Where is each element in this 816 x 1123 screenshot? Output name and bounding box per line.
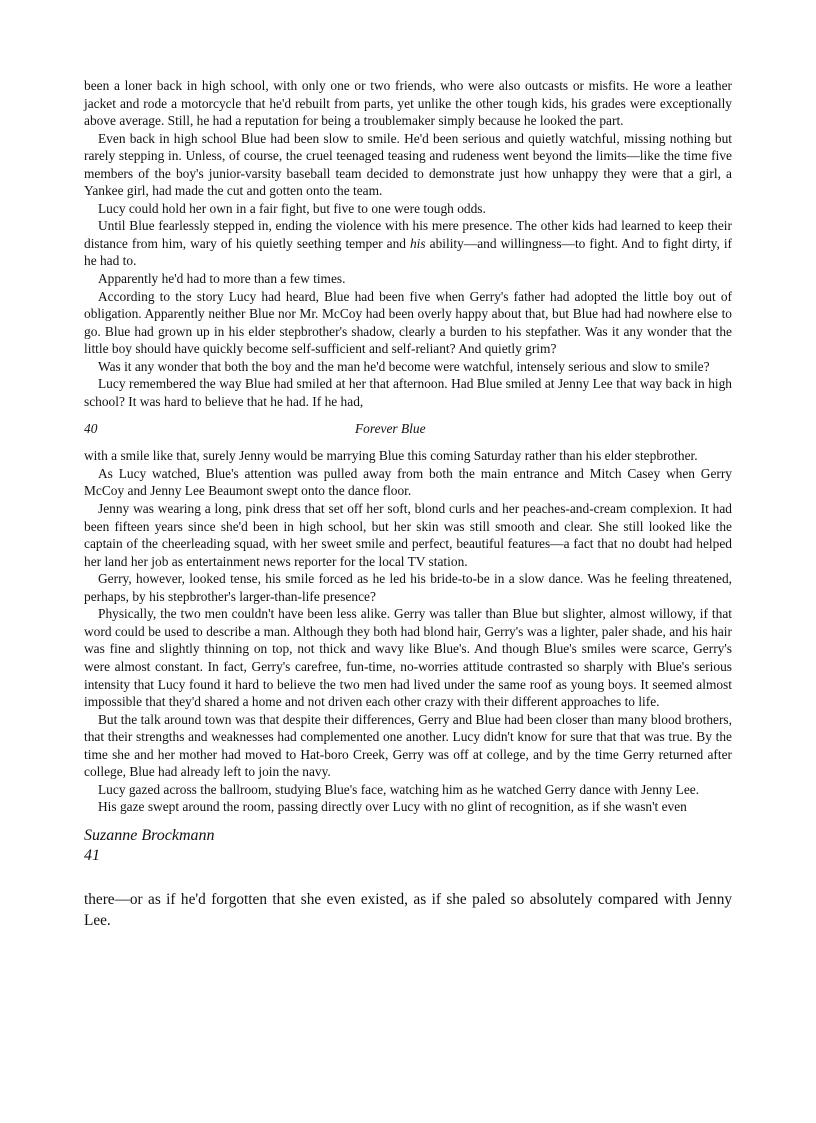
paragraph-text: ability—and willingness—to fight. And to fight dirty, if he had to. xyxy=(84,235,732,269)
paragraph: His gaze swept around the room, passing directly over Lucy with no glint of recognition, as if she wasn't even xyxy=(98,799,687,815)
paragraph: According to the story Lucy had heard, Blue had been five when Gerry's father had adopted the little boy out of obligation. Apparently neither Blue nor Mr. McCoy had been overly happy about that, but Blue had had nowhere else to go. Blue had grown up in his elder stepbrother's shadow, clearly a burden to his stepfather. Was it any wonder that the little boy should have quickly become self-sufficient and self-reliant? And quietly grim? xyxy=(84,288,732,357)
emphasized-word: his xyxy=(409,235,426,251)
author-name: Suzanne Brockmann xyxy=(84,826,215,844)
text-block-page-39 xyxy=(84,77,732,410)
paragraph: Was it any wonder that both the boy and the man he'd become were watchful, intensely serious and slow to smile? xyxy=(98,358,710,374)
paragraph: Lucy could hold her own in a fair fight, but five to one were tough odds. xyxy=(98,200,486,216)
paragraph: Apparently he'd had to more than a few times. xyxy=(98,271,346,287)
paragraph: As Lucy watched, Blue's attention was pulled away from both the main entrance and Mitch Casey when Gerry McCoy and Jenny Lee Beaumont swept onto the dance floor. xyxy=(84,465,732,499)
paragraph: there—or as if he'd forgotten that she even existed, as if she paled so absolutely compared with Jenny Lee. xyxy=(84,890,732,929)
page-number: 41 xyxy=(84,846,100,864)
paragraph: been a loner back in high school, with only one or two friends, who were also outcasts or misfits. He wore a leather jacket and rode a motorcycle that he'd rebuilt from parts, yet unlike the other tough kids, his grades were exceptionally above average. Still, he had a reputation for being a troublemaker simply because he looked the part. xyxy=(84,78,732,129)
paragraph: Gerry, however, looked tense, his smile forced as he led his bride-to-be in a slow dance. Was he feeling threatened, perhaps, by his stepbrother's larger-than-life presence? xyxy=(84,571,732,604)
running-header xyxy=(84,420,732,438)
paragraph: with a smile like that, surely Jenny would be marrying Blue this coming Saturday rather than his elder stepbrother. xyxy=(84,448,698,464)
paragraph: Lucy gazed across the ballroom, studying Blue's face, watching him as he watched Gerry dance with Jenny Lee. xyxy=(98,781,700,797)
book-title: Forever Blue xyxy=(355,421,426,437)
document-page xyxy=(84,77,732,931)
paragraph: Physically, the two men couldn't have been less alike. Gerry was taller than Blue but slighter, almost willowy, if that word could be used to describe a man. Although they both had blond hair, Gerry's was a lighter, paler shade, and his hair was fine and slightly thinning on top, not thick and wavy like Blue's. And though Blue's smiles were scarce, Gerry's were almost constant. In fact, Gerry's carefree, fun-time, no-worries attitude contrasted so sharply with Blue's serious intensity that Lucy found it hard to believe the two men had lived under the same roof as young boys. It seemed almost impossible that they'd shared a home and not driven each other crazy with their different approaches to life. xyxy=(84,606,732,710)
page-number: 40 xyxy=(84,421,98,437)
paragraph: Even back in high school Blue had been slow to smile. He'd been serious and quietly watchful, missing nothing but rarely stepping in. Unless, of course, the cruel teenaged teasing and rudeness went beyond the limits—like the time five members of the boy's junior-varsity baseball team decided to demonstrate just how unhappy they were that a girl, a Yankee girl, had made the cut and gotten onto the team. xyxy=(84,130,732,199)
paragraph-text: Until Blue fearlessly stepped in, ending the violence with his mere presence. The other kids had learned to keep their distance from him, wary of his quietly seething temper and xyxy=(84,218,732,251)
paragraph: Lucy remembered the way Blue had smiled at her that afternoon. Had Blue smiled at Jenny Lee that way back in high school? It was hard to believe that he had. If he had, xyxy=(84,376,732,409)
paragraph xyxy=(84,217,732,270)
paragraph: But the talk around town was that despite their differences, Gerry and Blue had been closer than many blood brothers, that their strengths and weaknesses had complemented one another. Lucy didn't know for sure that that was true. By the time she and her mother had moved to Hat-boro Creek, Gerry was off at college, and by the time Gerry returned after college, Blue had already left to join the navy. xyxy=(84,711,732,780)
text-block-page-40 xyxy=(84,447,732,815)
text-block-page-41 xyxy=(84,889,732,931)
running-footer xyxy=(84,826,732,866)
paragraph: Jenny was wearing a long, pink dress that set off her soft, blond curls and her peaches-and-cream complexion. It had been fifteen years since she'd been in high school, but her skin was still smooth and clear. She still looked like the captain of the cheerleading squad, with her sweet smile and perfect, beautiful features—a fact that no doubt had helped her land her job as entertainment news reporter for the local TV station. xyxy=(84,501,732,569)
